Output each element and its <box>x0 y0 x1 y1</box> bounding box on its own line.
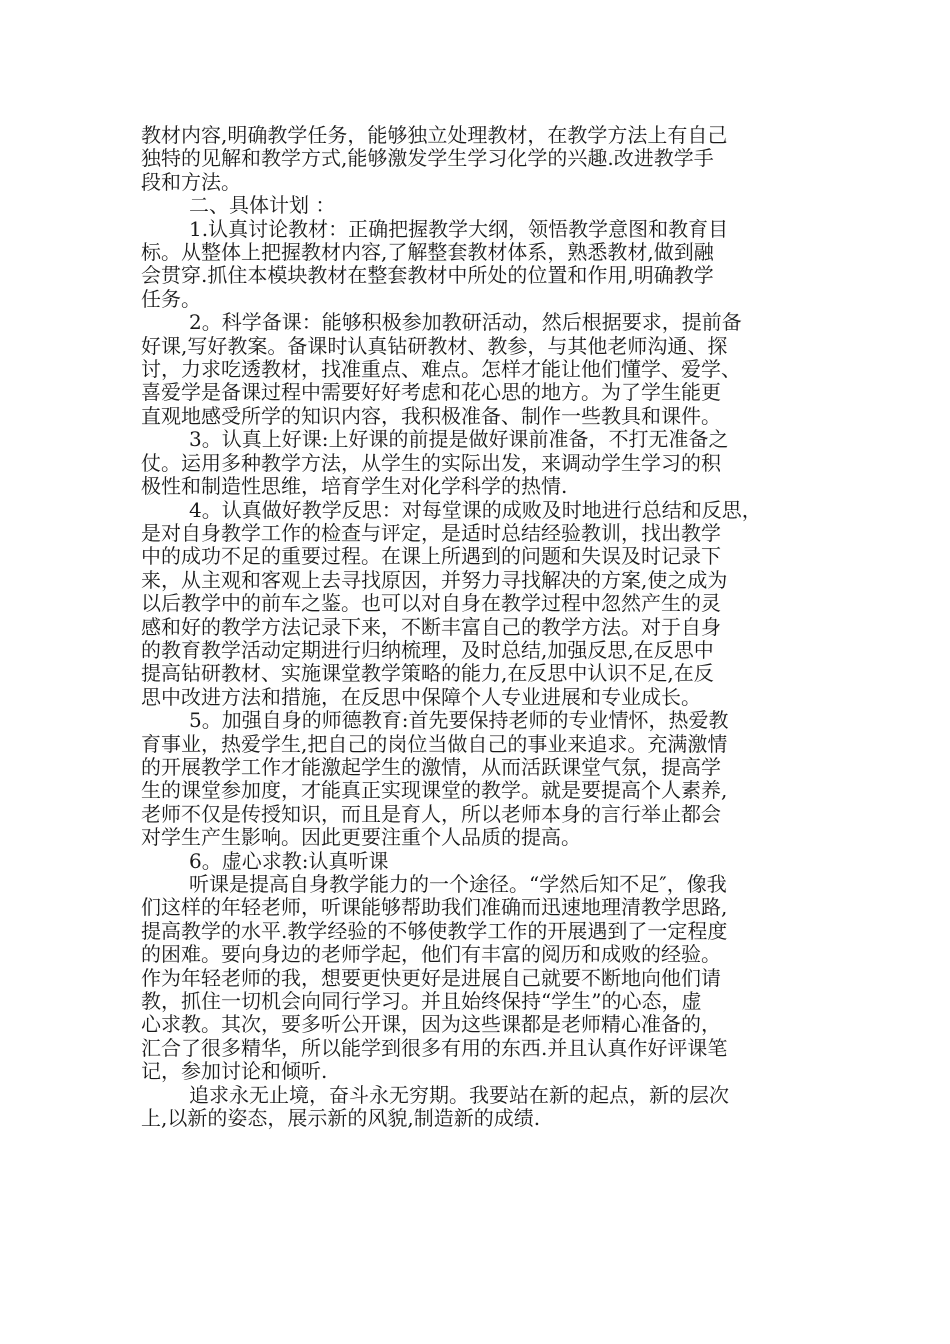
text-line: 的教育教学活动定期进行归纳梳理，及时总结,加强反思,在反思中 <box>141 637 714 662</box>
text-line: 教，抓住一切机会向同行学习。并且始终保持“学生”的心态，虚 <box>141 989 702 1014</box>
text-line: 好课,写好教案。备课时认真钻研教材、教参，与其他老师沟通、探 <box>141 333 728 358</box>
text-line: 6。虚心求教:认真听课 <box>189 848 389 873</box>
text-line: 二、具体计划 ： <box>189 193 336 218</box>
text-line: 对学生产生影响。因此更要注重个人品质的提高。 <box>141 825 581 850</box>
text-line: 2。科学备课：能够积极参加教研活动，然后根据要求，提前备 <box>189 310 742 335</box>
text-line: 任务。 <box>141 286 201 311</box>
text-line: 段和方法。 <box>141 169 241 194</box>
text-line: 以后教学中的前车之鉴。也可以对自身在教学过程中忽然产生的灵 <box>141 591 721 616</box>
text-line: 汇合了很多精华，所以能学到很多有用的东西.并且认真作好评课笔 <box>141 1035 728 1060</box>
text-line: 极性和制造性思维，培育学生对化学科学的热情. <box>141 474 568 499</box>
text-line: 上,以新的姿态，展示新的风貌,制造新的成绩. <box>141 1106 541 1131</box>
text-line: 提高钻研教材、实施课堂教学策略的能力,在反思中认识不足,在反 <box>141 661 714 686</box>
text-line: 听课是提高自身教学能力的一个途径。“学然后知不足″，像我 <box>189 872 727 896</box>
text-line: 1.认真讨论教材：正确把握教学大纲，领悟教学意图和教育目 <box>189 216 729 241</box>
text-line: 教材内容,明确教学任务，能够独立处理教材，在教学方法上有自己 <box>141 123 728 147</box>
text-line: 是对自身教学工作的检查与评定，是适时总结经验教训，找出教学 <box>141 520 721 545</box>
text-line: 喜爱学是备课过程中需要好好考虑和花心思的地方。为了学生能更 <box>141 380 721 405</box>
text-line: 生的课堂参加度，才能真正实现课堂的教学。就是要提高个人素养, <box>141 778 728 803</box>
text-line: 讨，力求吃透教材，找准重点、难点。怎样才能让他们懂学、爱学、 <box>141 357 741 382</box>
text-line: 仗。运用多种教学方法，从学生的实际出发，来调动学生学习的积 <box>141 450 721 475</box>
text-line: 提高教学的水平.教学经验的不够使教学工作的开展遇到了一定程度 <box>141 918 728 943</box>
text-line: 的开展教学工作才能激起学生的激情，从而活跃课堂气氛，提高学 <box>141 754 721 779</box>
text-line: 的困难。要向身边的老师学起，他们有丰富的阅历和成败的经验。 <box>141 942 721 967</box>
text-line: 3。认真上好课:上好课的前提是做好课前准备，不打无准备之 <box>189 427 729 452</box>
document-body <box>141 124 811 1130</box>
text-line: 独特的见解和教学方式,能够激发学生学习化学的兴趣.改进教学手 <box>141 146 714 171</box>
text-line: 记，参加讨论和倾听. <box>141 1059 328 1084</box>
text-line: 感和好的教学方法记录下来，不断丰富自己的教学方法。对于自身 <box>141 614 721 639</box>
text-line: 老师不仅是传授知识，而且是育人，所以老师本身的言行举止都会 <box>141 801 721 826</box>
text-line: 育事业，热爱学生,把自己的岗位当做自己的事业来追求。充满激情 <box>141 731 728 756</box>
text-line: 5。加强自身的师德教育:首先要保持老师的专业情怀，热爱教 <box>189 708 729 733</box>
text-line: 中的成功不足的重要过程。在课上所遇到的问题和失误及时记录下 <box>141 544 721 569</box>
text-line: 标。从整体上把握教材内容,了解整套教材体系，熟悉教材,做到融 <box>141 240 714 265</box>
text-line: 心求教。其次，要多听公开课，因为这些课都是老师精心准备的， <box>141 1012 721 1037</box>
text-line: 4。认真做好教学反思：对每堂课的成败及时地进行总结和反思， <box>189 497 762 522</box>
text-line: 来，从主观和客观上去寻找原因，并努力寻找解决的方案,使之成为 <box>141 567 728 592</box>
text-line: 会贯穿.抓住本模块教材在整套教材中所处的位置和作用,明确教学 <box>141 263 714 288</box>
text-line: 追求永无止境，奋斗永无穷期。我要站在新的起点，新的层次 <box>189 1082 729 1107</box>
text-line: 思中改进方法和措施，在反思中保障个人专业进展和专业成长。 <box>141 684 701 709</box>
text-line: 直观地感受所学的知识内容，我积极准备、制作一些教具和课件。 <box>141 403 721 428</box>
text-line: 们这样的年轻老师，听课能够帮助我们准确而迅速地理清教学思路, <box>141 895 728 920</box>
text-line: 作为年轻老师的我，想要更快更好是进展自己就要不断地向他们请 <box>141 965 721 990</box>
